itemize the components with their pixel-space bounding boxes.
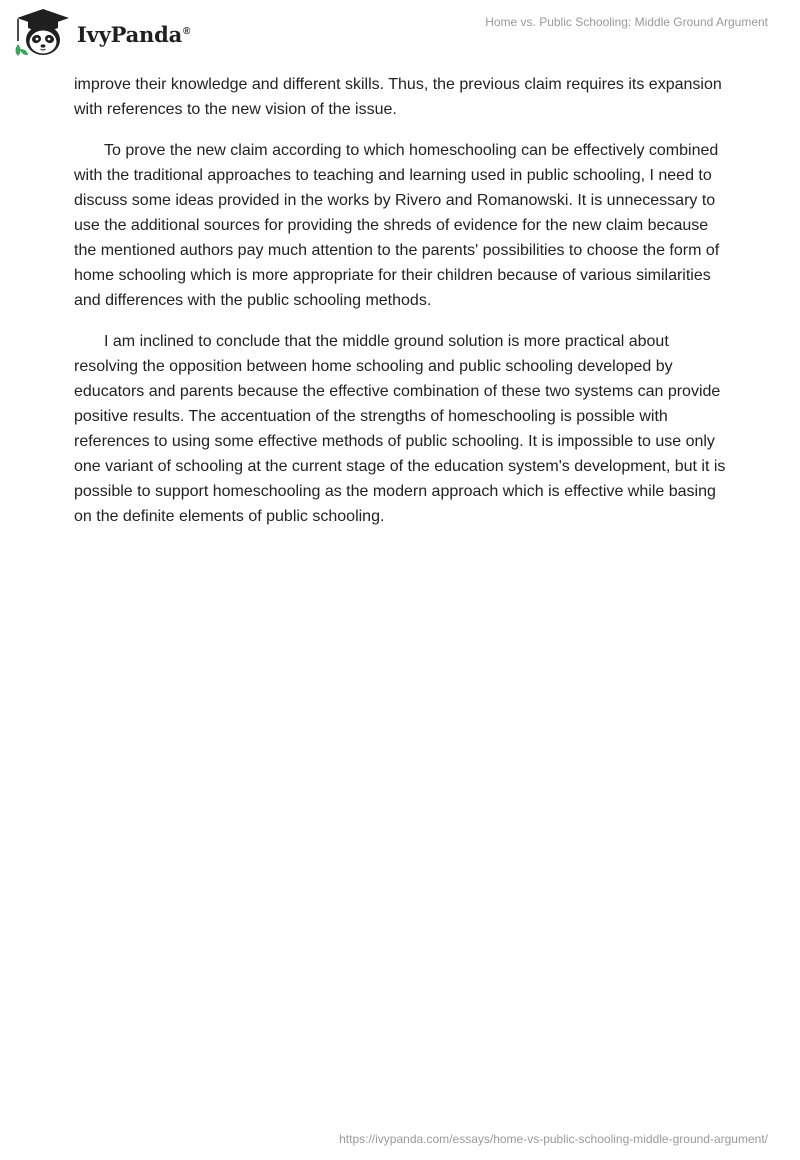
ivypanda-logo[interactable]	[14, 8, 190, 58]
paragraph: I am inclined to conclude that the middle ground solution is more practical about resolving the opposition between home schooling and public schooling developed by educators and parents because the effective combination of these two systems can provide positive results. The accentuation of the strengths of homeschooling is possible with references to using some effective methods of public schooling. It is impossible to use only one variant of schooling at the current stage of the education system's development, but it is possible to support homeschooling as the modern approach which is effective while basing on the definite elements of public schooling.	[74, 333, 726, 525]
paragraph: improve their knowledge and different skills. Thus, the previous claim requires its expansion with references to the new vision of the issue.	[74, 76, 722, 118]
logo-wordmark: IvyPanda®	[77, 21, 191, 47]
document-title: Home vs. Public Schooling: Middle Ground Argument	[485, 15, 768, 29]
page-header	[0, 0, 800, 70]
source-url[interactable]: https://ivypanda.com/essays/home-vs-public-schooling-middle-ground-argument/	[339, 1132, 768, 1146]
paragraph: To prove the new claim according to which homeschooling can be effectively combined with the traditional approaches to teaching and learning used in public schooling, I need to discuss some ideas provided in the works by Rivero and Romanowski. It is unnecessary to use the additional sources for providing the shreds of evidence for the new claim because the mentioned authors pay much attention to the parents' possibilities to choose the form of home schooling which is more appropriate for their children because of various similarities and differences with the public schooling methods.	[74, 142, 720, 309]
panda-graduation-cap-icon	[14, 8, 72, 58]
essay-body	[74, 72, 734, 545]
